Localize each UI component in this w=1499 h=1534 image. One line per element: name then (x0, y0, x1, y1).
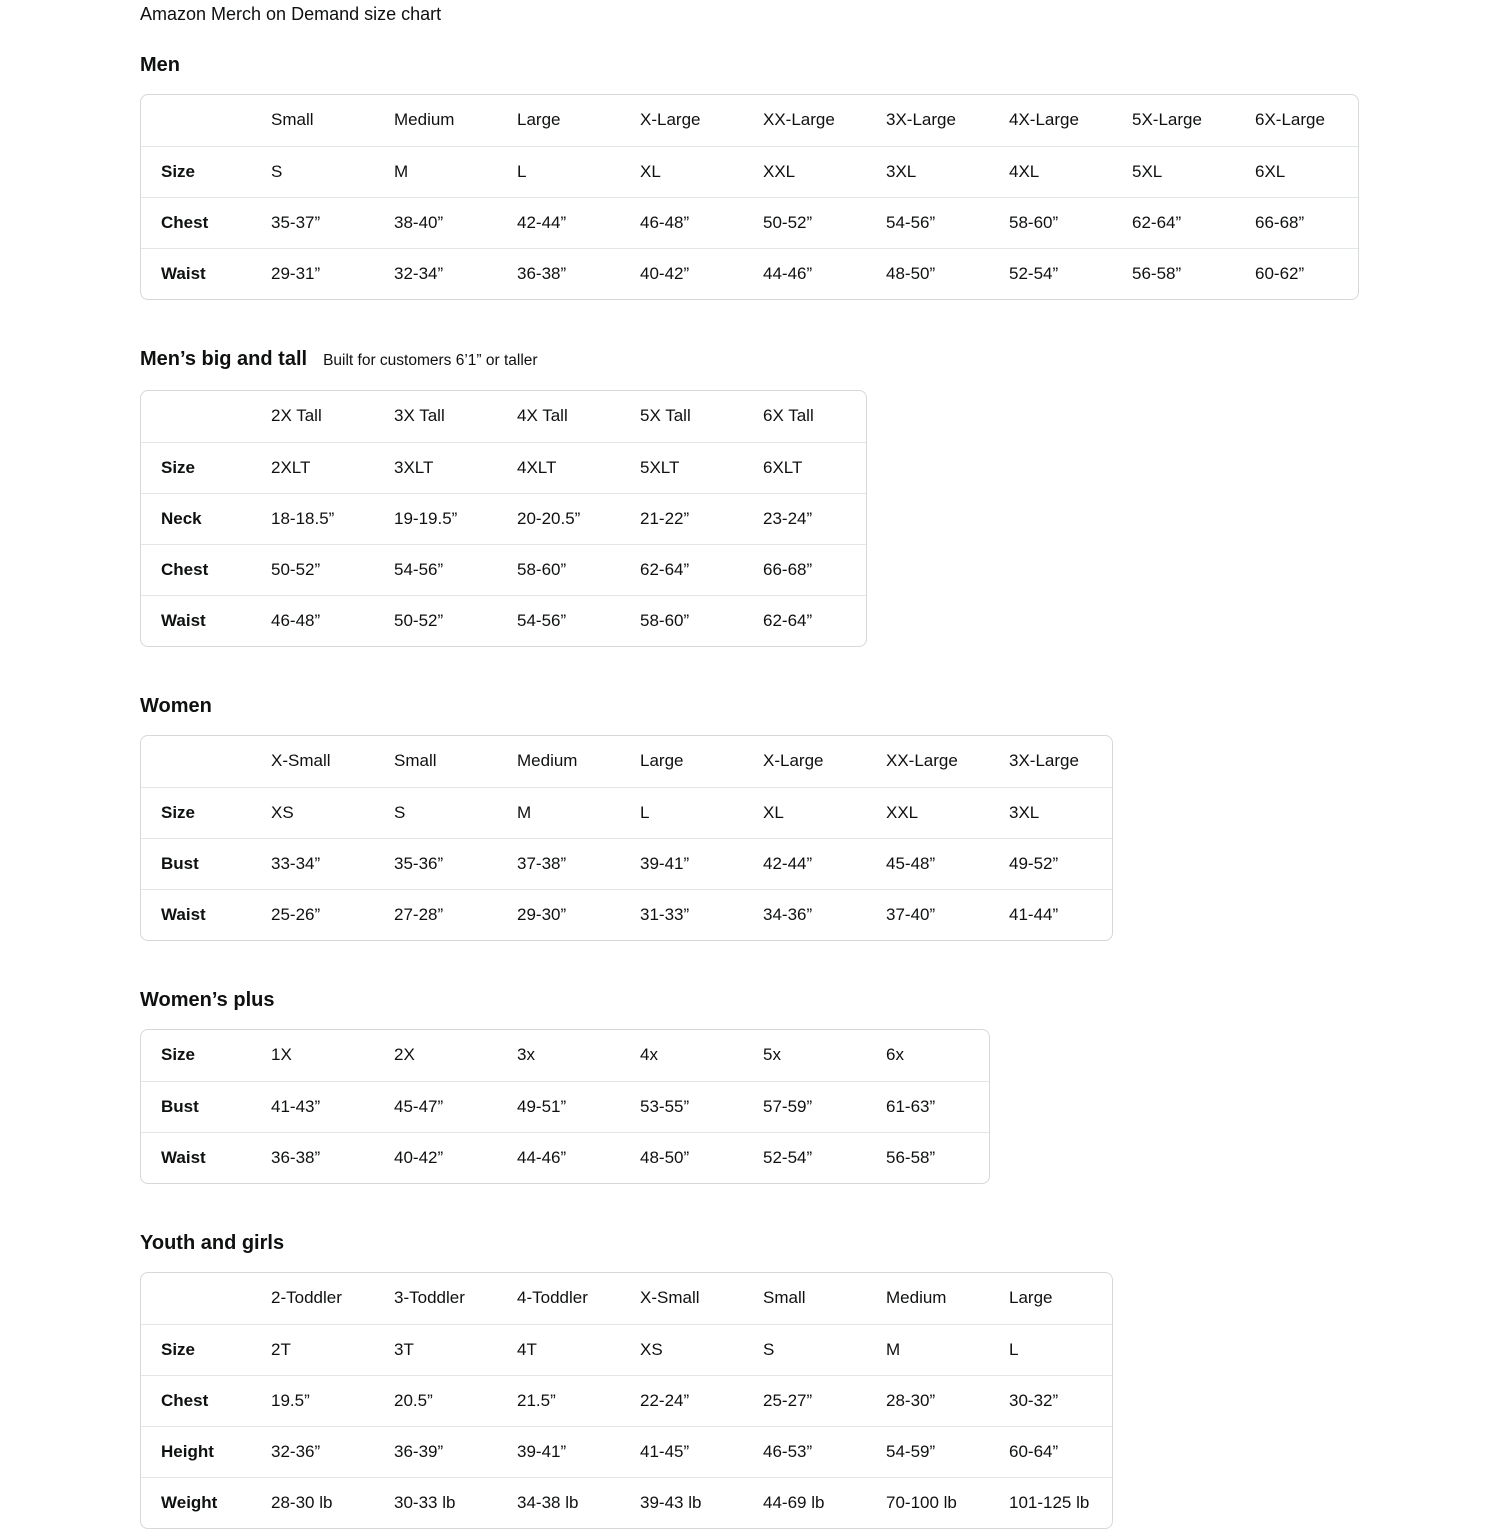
table-cell: 4XLT (497, 442, 620, 493)
column-header: 3-Toddler (394, 1288, 465, 1308)
table-cell: XXL (743, 146, 866, 197)
table-row (141, 595, 866, 646)
row-label: Waist (141, 595, 251, 646)
size-table-card-men (140, 94, 1359, 300)
table-row (141, 197, 1358, 248)
table-cell: 18-18.5” (251, 493, 374, 544)
row-label: Height (141, 1426, 251, 1477)
row-label: Bust (141, 838, 251, 889)
table-cell: 22-24” (620, 1375, 743, 1426)
table-cell: 6XL (1235, 146, 1358, 197)
section-women (140, 693, 1359, 946)
table-cell: 42-44” (743, 838, 866, 889)
table-cell: 34-36” (743, 889, 866, 940)
column-header: 5X-Large (1132, 110, 1202, 130)
table-cell: 56-58” (866, 1132, 989, 1183)
column-header: 3X-Large (1009, 751, 1079, 771)
column-header: 6X Tall (763, 406, 814, 426)
table-cell: 45-48” (866, 838, 989, 889)
column-header: Small (271, 110, 314, 130)
section-womens-plus (140, 987, 1359, 1189)
table-row (141, 889, 1112, 940)
table-cell: 41-45” (620, 1426, 743, 1477)
table-cell: 36-39” (374, 1426, 497, 1477)
section-mens-big-and-tall (140, 346, 1359, 652)
size-table-youth-and-girls (141, 1273, 1112, 1528)
corner-cell (141, 95, 251, 146)
table-row (141, 787, 1112, 838)
table-cell: 50-52” (251, 544, 374, 595)
table-cell: XS (620, 1324, 743, 1375)
column-header: Medium (394, 110, 455, 130)
table-cell: 50-52” (374, 595, 497, 646)
table-cell: 3XLT (374, 442, 497, 493)
table-cell: 41-44” (989, 889, 1112, 940)
section-heading-text: Women’s plus (140, 989, 275, 1011)
table-cell: 39-41” (497, 1426, 620, 1477)
table-cell: 40-42” (374, 1132, 497, 1183)
table-row (141, 1132, 989, 1183)
column-header-row (141, 736, 1112, 787)
section-heading-men (140, 52, 1359, 78)
column-header: 4X-Large (1009, 110, 1079, 130)
size-table-card-womens-plus (140, 1029, 990, 1184)
column-header: 2-Toddler (271, 1288, 342, 1308)
row-label: Waist (141, 1132, 251, 1183)
table-cell: 3XL (989, 787, 1112, 838)
table-cell: 58-60” (989, 197, 1112, 248)
size-table-card-women (140, 735, 1113, 941)
table-cell: 6x (886, 1045, 904, 1065)
column-header: 3X Tall (394, 406, 445, 426)
section-men (140, 52, 1359, 305)
table-cell: 58-60” (497, 544, 620, 595)
table-cell: 44-46” (743, 248, 866, 299)
table-row (141, 1477, 1112, 1528)
table-cell: 46-53” (743, 1426, 866, 1477)
column-header: 3X-Large (886, 110, 956, 130)
table-cell: 56-58” (1112, 248, 1235, 299)
column-header: Large (517, 110, 561, 130)
row-label: Neck (141, 493, 251, 544)
table-cell: 62-64” (1112, 197, 1235, 248)
row-label: Bust (141, 1081, 251, 1132)
table-row (141, 1081, 989, 1132)
table-cell: 46-48” (251, 595, 374, 646)
corner-cell (141, 736, 251, 787)
table-row (141, 442, 866, 493)
table-cell: 62-64” (743, 595, 866, 646)
table-cell: 57-59” (743, 1081, 866, 1132)
row-label: Size (141, 442, 251, 493)
table-cell: M (497, 787, 620, 838)
table-row (141, 838, 1112, 889)
row-label: Weight (141, 1477, 251, 1528)
row-label: Size (141, 787, 251, 838)
table-cell: 70-100 lb (866, 1477, 989, 1528)
row-label: Chest (141, 197, 251, 248)
row-label: Size (161, 1045, 196, 1065)
table-cell: 101-125 lb (989, 1477, 1112, 1528)
table-cell: 2X (394, 1045, 415, 1065)
table-cell: 49-51” (497, 1081, 620, 1132)
table-cell: 36-38” (497, 248, 620, 299)
table-cell: 33-34” (251, 838, 374, 889)
table-cell: XS (251, 787, 374, 838)
table-cell: 52-54” (743, 1132, 866, 1183)
column-header: Large (1009, 1288, 1053, 1308)
section-heading-text: Women (140, 695, 212, 717)
table-cell: 28-30” (866, 1375, 989, 1426)
table-cell: L (989, 1324, 1112, 1375)
table-cell: 29-30” (497, 889, 620, 940)
table-cell: 21.5” (497, 1375, 620, 1426)
table-row (141, 1426, 1112, 1477)
column-header: 2X Tall (271, 406, 322, 426)
table-cell: 45-47” (374, 1081, 497, 1132)
column-header: Large (640, 751, 684, 771)
column-header: X-Small (640, 1288, 700, 1308)
table-cell: 54-56” (374, 544, 497, 595)
row-label: Size (141, 146, 251, 197)
table-cell: 21-22” (620, 493, 743, 544)
table-cell: 66-68” (1235, 197, 1358, 248)
table-cell: L (620, 787, 743, 838)
table-cell: 28-30 lb (251, 1477, 374, 1528)
table-cell: 58-60” (620, 595, 743, 646)
table-cell: L (497, 146, 620, 197)
table-cell: 5XL (1112, 146, 1235, 197)
table-cell: 40-42” (620, 248, 743, 299)
table-cell: S (374, 787, 497, 838)
column-header: 4X Tall (517, 406, 568, 426)
table-cell: 35-36” (374, 838, 497, 889)
column-header-row (141, 391, 866, 442)
column-header: X-Large (640, 110, 701, 130)
table-cell: 66-68” (743, 544, 866, 595)
table-cell: 60-64” (989, 1426, 1112, 1477)
table-cell: 44-46” (497, 1132, 620, 1183)
table-cell: 48-50” (620, 1132, 743, 1183)
table-cell: 2XLT (251, 442, 374, 493)
table-cell: 50-52” (743, 197, 866, 248)
table-cell: S (743, 1324, 866, 1375)
row-label: Waist (141, 889, 251, 940)
table-cell: 6XLT (743, 442, 866, 493)
corner-cell (141, 1273, 251, 1324)
column-header-row (141, 1273, 1112, 1324)
table-row (141, 1375, 1112, 1426)
table-cell: 38-40” (374, 197, 497, 248)
table-cell: 5x (763, 1045, 781, 1065)
table-cell: 25-26” (251, 889, 374, 940)
size-table-mens-big-and-tall (141, 391, 866, 646)
section-heading-text: Men (140, 54, 180, 76)
section-heading-youth-and-girls (140, 1230, 1359, 1256)
table-cell: 54-59” (866, 1426, 989, 1477)
table-cell: 3x (517, 1045, 535, 1065)
section-subtitle: Built for customers 6’1” or taller (323, 352, 538, 369)
table-cell: 25-27” (743, 1375, 866, 1426)
section-heading-mens-big-and-tall (140, 346, 1359, 374)
table-cell: 36-38” (251, 1132, 374, 1183)
table-cell: 48-50” (866, 248, 989, 299)
table-cell: 52-54” (989, 248, 1112, 299)
table-cell: 49-52” (989, 838, 1112, 889)
table-cell: 39-41” (620, 838, 743, 889)
table-cell: 37-38” (497, 838, 620, 889)
table-cell: 61-63” (866, 1081, 989, 1132)
table-cell: 54-56” (497, 595, 620, 646)
table-cell: 34-38 lb (497, 1477, 620, 1528)
table-cell: 23-24” (743, 493, 866, 544)
row-label: Size (141, 1324, 251, 1375)
section-heading-text: Youth and girls (140, 1232, 285, 1254)
column-header: Small (394, 751, 437, 771)
table-row (141, 1030, 989, 1081)
size-table-card-youth-and-girls (140, 1272, 1113, 1529)
column-header: XX-Large (763, 110, 835, 130)
column-header: 5X Tall (640, 406, 691, 426)
table-cell: 29-31” (251, 248, 374, 299)
table-cell: 4T (497, 1324, 620, 1375)
table-cell: 20-20.5” (497, 493, 620, 544)
table-row (141, 146, 1358, 197)
table-cell: XXL (866, 787, 989, 838)
sections-container (140, 52, 1359, 1534)
table-cell: 30-32” (989, 1375, 1112, 1426)
row-label: Waist (141, 248, 251, 299)
table-cell: 3T (374, 1324, 497, 1375)
corner-cell (141, 391, 251, 442)
table-cell: 32-36” (251, 1426, 374, 1477)
table-cell: 4XL (989, 146, 1112, 197)
page-title: Amazon Merch on Demand size chart (140, 4, 442, 24)
table-cell: 30-33 lb (374, 1477, 497, 1528)
size-table-card-mens-big-and-tall (140, 390, 867, 647)
row-label: Chest (141, 544, 251, 595)
table-cell: 42-44” (497, 197, 620, 248)
column-header: 6X-Large (1255, 110, 1325, 130)
column-header: Medium (886, 1288, 947, 1308)
table-cell: 31-33” (620, 889, 743, 940)
table-cell: 39-43 lb (620, 1477, 743, 1528)
table-row (141, 248, 1358, 299)
table-cell: 1X (271, 1045, 292, 1065)
size-table-womens-plus (141, 1030, 989, 1183)
table-cell: 37-40” (866, 889, 989, 940)
size-table-women (141, 736, 1112, 940)
table-row (141, 1324, 1112, 1375)
table-row (141, 493, 866, 544)
table-cell: M (866, 1324, 989, 1375)
column-header: Small (763, 1288, 806, 1308)
table-cell: S (251, 146, 374, 197)
column-header-row (141, 95, 1358, 146)
table-cell: M (374, 146, 497, 197)
column-header: 4-Toddler (517, 1288, 588, 1308)
section-heading-text: Men’s big and tall (140, 348, 308, 370)
table-cell: 19.5” (251, 1375, 374, 1426)
table-cell: 20.5” (374, 1375, 497, 1426)
column-header: X-Small (271, 751, 331, 771)
table-cell: 5XLT (620, 442, 743, 493)
table-cell: 60-62” (1235, 248, 1358, 299)
table-cell: 54-56” (866, 197, 989, 248)
section-youth-and-girls (140, 1230, 1359, 1534)
table-cell: 19-19.5” (374, 493, 497, 544)
section-heading-women (140, 693, 1359, 719)
column-header: Medium (517, 751, 578, 771)
table-row (141, 544, 866, 595)
table-cell: 4x (640, 1045, 658, 1065)
column-header: X-Large (763, 751, 824, 771)
table-cell: 3XL (866, 146, 989, 197)
section-heading-womens-plus (140, 987, 1359, 1013)
table-cell: 2T (251, 1324, 374, 1375)
table-cell: XL (743, 787, 866, 838)
table-cell: 35-37” (251, 197, 374, 248)
row-label: Chest (141, 1375, 251, 1426)
table-cell: 44-69 lb (743, 1477, 866, 1528)
table-cell: 27-28” (374, 889, 497, 940)
table-cell: 32-34” (374, 248, 497, 299)
column-header: XX-Large (886, 751, 958, 771)
table-cell: XL (620, 146, 743, 197)
table-cell: 46-48” (620, 197, 743, 248)
size-table-men (141, 95, 1358, 299)
table-cell: 62-64” (620, 544, 743, 595)
table-cell: 41-43” (251, 1081, 374, 1132)
table-cell: 53-55” (620, 1081, 743, 1132)
